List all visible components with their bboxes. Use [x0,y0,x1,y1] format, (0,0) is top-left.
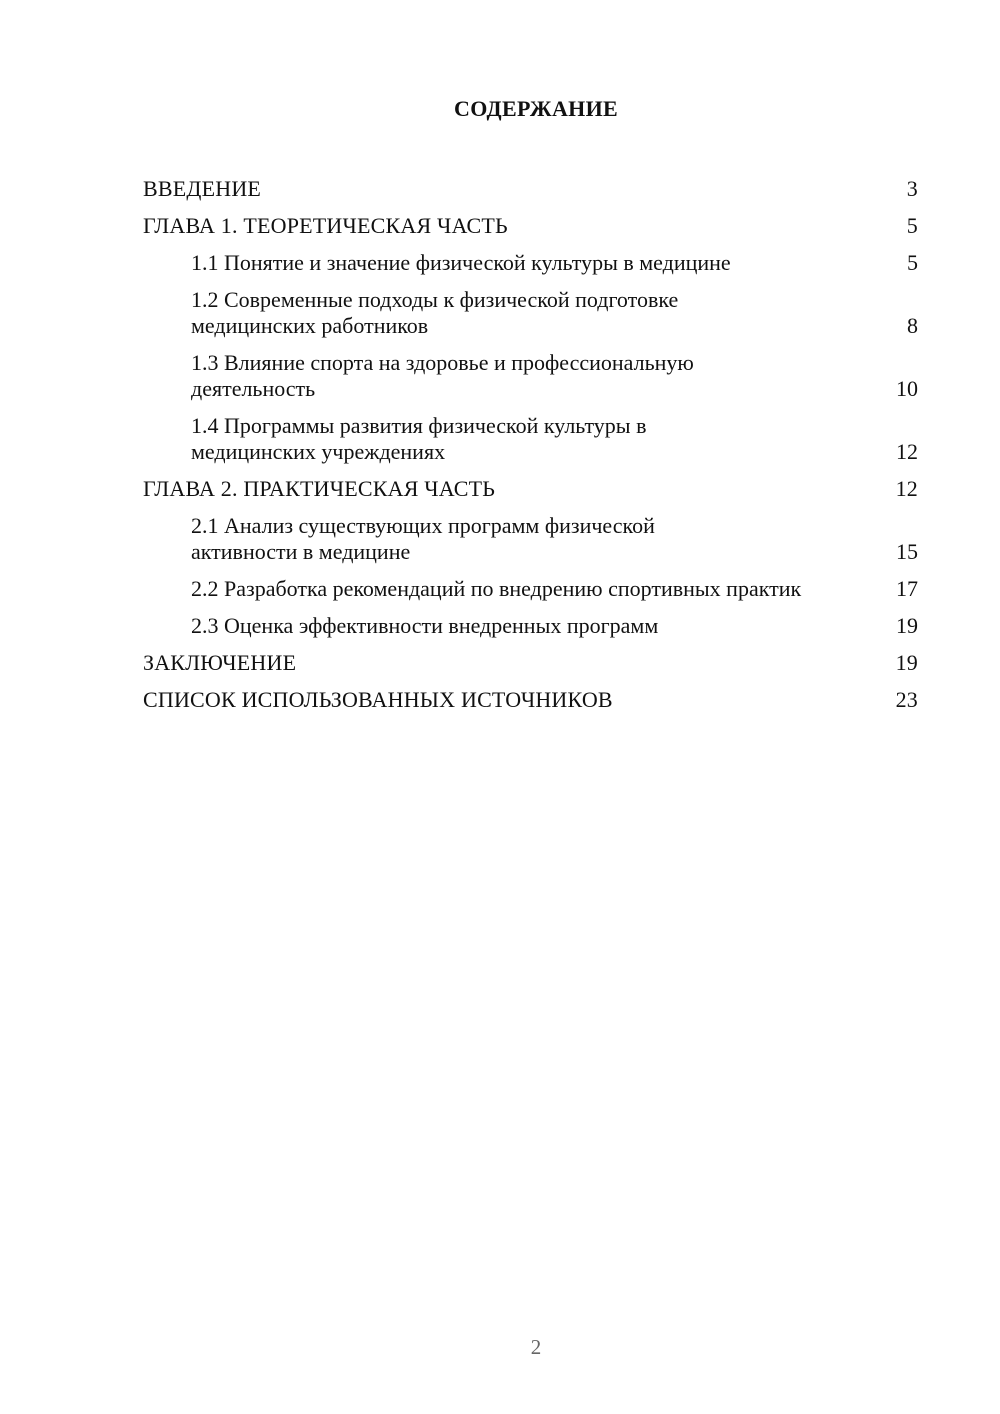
toc-entry-page: 23 [895,686,918,712]
toc-subentry-page: 5 [907,250,918,275]
toc-entry-label: ГЛАВА 1. ТЕОРЕТИЧЕСКАЯ ЧАСТЬ [143,212,508,238]
toc-entry-page: 3 [906,175,918,201]
toc-entry[interactable] [143,681,918,718]
toc-entry-label: ЗАКЛЮЧЕНИЕ [143,649,297,675]
toc-subentry-label: 1.4 Программы развития физической культуры в медицинских учреждениях [191,413,647,464]
page-number: 2 [530,1335,542,1359]
toc-subentry-page: 10 [896,376,918,401]
toc-entry[interactable] [143,170,918,207]
toc-entry[interactable] [143,207,918,244]
toc-subentry-page: 12 [896,439,918,464]
toc-subentry-page: 15 [896,539,918,564]
toc-entry-page: 12 [895,475,918,501]
toc-subentry-label: 1.2 Современные подходы к физической подготовке медицинских работников [191,287,679,338]
toc-subentry-label: 2.2 Разработка рекомендаций по внедрению спортивных практик [191,576,802,601]
toc-title: СОДЕРЖАНИЕ [454,96,618,121]
toc-entry-label: СПИСОК ИСПОЛЬЗОВАННЫХ ИСТОЧНИКОВ [143,686,613,712]
toc-subentry-label: 2.3 Оценка эффективности внедренных программ [191,613,659,638]
toc-subentry-page: 17 [896,576,918,601]
toc-subentry-page: 19 [896,613,918,638]
toc-subentry[interactable] [143,607,918,644]
toc-list [143,170,918,718]
toc-subentry-page: 8 [907,313,918,338]
toc-subentry[interactable] [143,507,918,570]
toc-subentry[interactable] [143,344,918,407]
toc-subentry-label: 1.3 Влияние спорта на здоровье и профессиональную деятельность [191,350,694,401]
toc-subentry[interactable] [143,244,918,281]
toc-entry[interactable] [143,470,918,507]
toc-entry-page: 19 [895,649,918,675]
toc-subentry-label: 1.1 Понятие и значение физической культуры в медицине [191,250,731,275]
toc-subentry[interactable] [143,407,918,470]
toc-entry-label: ГЛАВА 2. ПРАКТИЧЕСКАЯ ЧАСТЬ [143,475,496,501]
toc-entry[interactable] [143,644,918,681]
toc-entry-page: 5 [906,212,918,238]
toc-entry-label: ВВЕДЕНИЕ [143,175,262,201]
toc-subentry[interactable] [143,281,918,344]
toc-subentry[interactable] [143,570,918,607]
toc-subentry-label: 2.1 Анализ существующих программ физической активности в медицине [191,513,655,564]
